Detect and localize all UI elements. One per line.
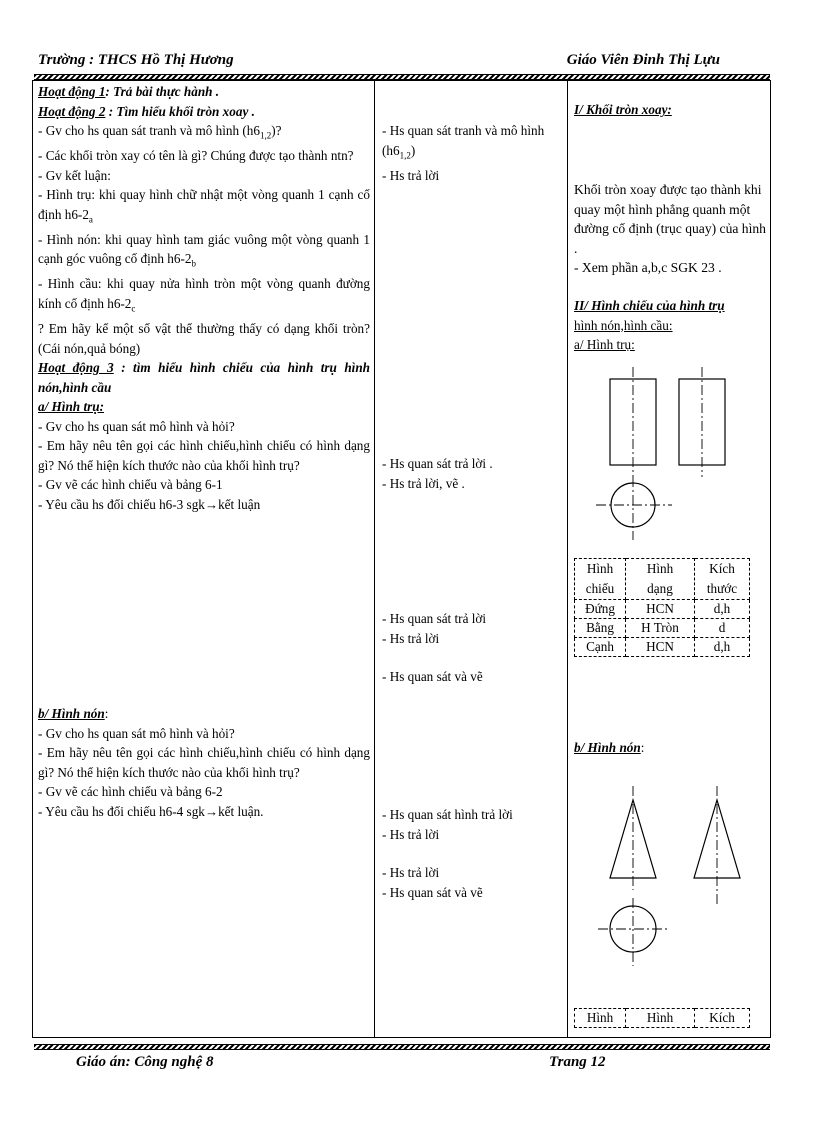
table-header-row: Hình Hình Kích [575,1009,750,1028]
column-divider-1 [374,80,375,1038]
projection-table-cone [574,1008,750,1028]
text-line: - Hình cầu: khi quay nửa hình tròn một vòng quanh đường kính cố định $h6-2_c$ [38,276,370,314]
text-line: - Gv kết luận: [38,167,111,183]
section-b-title: b/ Hình nón: [38,706,109,722]
teacher-name: Giáo Viên Đinh Thị Lựu [566,52,720,68]
table-row: Bằng H Tròn d [575,619,750,638]
student-activities-3: - Hs quan sát trả lời - Hs trả lời - Hs quan sát và vẽ [382,611,487,684]
text-line: - Các khối tròn xay có tên là gì? Chúng được tạo thành ntn? [38,148,354,164]
activity-1: Hoạt động 1: Trả bài thực hành . [38,84,220,99]
text-line: - Gv cho hs quan sát mô hình và hỏi? [38,725,235,741]
text-line: - Hình nón: khi quay hình tam giác vuông một vòng quanh 1 cạnh góc vuông cố định $h6-2_b$ [38,231,370,269]
footer-subject: Giáo án: Công nghệ 8 [76,1054,214,1070]
section-1-body: Khối tròn xoay được tạo thành khi quay một hình phẳng quanh một đường cố định (trục quay) của hình . - Xem phần a,b,c SGK 23 . [574,182,766,275]
footer-divider [34,1044,770,1050]
text-line: ? Em hãy kể một số vật thể thường thấy có dạng khối tròn? (Cái nón,quả bóng) [38,321,370,356]
cylinder-projections-figure [590,365,760,560]
student-activities-2: - Hs quan sát trả lời . - Hs trả lời, vẽ . [382,456,493,491]
student-activities-4: - Hs quan sát hình trả lời - Hs trả lời - Hs trả lời - Hs quan sát và vẽ [382,807,513,900]
text-line: - Em hãy nêu tên gọi các hình chiếu,hình chiếu có hình dạng gì? Nó thể hiện kích thước nào của khối hình trụ? [38,438,370,473]
text-line: - Gv cho hs quan sát mô hình và hỏi? [38,418,235,434]
text-line: - Gv vẽ các hình chiếu và bảng 6-1 [38,477,223,493]
school-name: Trường : THCS Hồ Thị Hương [38,52,234,68]
teacher-activities-column [38,82,370,821]
activity-2: Hoạt động 2 : Tìm hiểu khối tròn xoay . [38,103,255,119]
cone-projections-figure [590,780,760,975]
table-row: Đứng HCN d,h [575,600,750,619]
section-2-heading: II/ Hình chiếu của hình trụ hình nón,hình cầu: a/ Hình trụ: [574,298,725,352]
text-line: - Yêu cầu hs đối chiếu h6-4 sgk→kết luận. [38,803,264,819]
activity-3: Hoạt động 3 : tìm hiểu hình chiếu của hình trụ hình nón,hình cầu [38,360,370,395]
column-divider-2 [567,80,568,1038]
student-activities-1: - Hs quan sát tranh và mô hình $(h6_{1,2})$ - Hs trả lời [382,123,545,183]
section-b-cone-title: b/ Hình nón: [574,740,645,755]
text-line: - Hình trụ: khi quay hình chữ nhật một vòng quanh 1 cạnh cố định $h6-2_a$ [38,187,370,225]
text-line: - Gv cho hs quan sát tranh và mô hình $(h6_{1,2})$? [38,123,282,141]
table-row: Cạnh HCN d,h [575,638,750,657]
section-a-title: a/ Hình trụ: [38,399,104,415]
text-line: - Em hãy nêu tên gọi các hình chiếu,hình chiếu có hình dạng gì? Nó thể hiện kích thước nào của khối hình trụ? [38,745,370,780]
footer-page-number: Trang 12 [549,1054,606,1070]
text-line: - Gv vẽ các hình chiếu và bảng 6-2 [38,784,223,800]
section-1-title: I/ Khối tròn xoay: [574,102,672,117]
text-line: - Yêu cầu hs đối chiếu h6-3 sgk→kết luận [38,496,261,512]
table-header-row: Hình chiếu Hình dạng Kích thước [575,559,750,600]
projection-table-cylinder [574,558,750,657]
